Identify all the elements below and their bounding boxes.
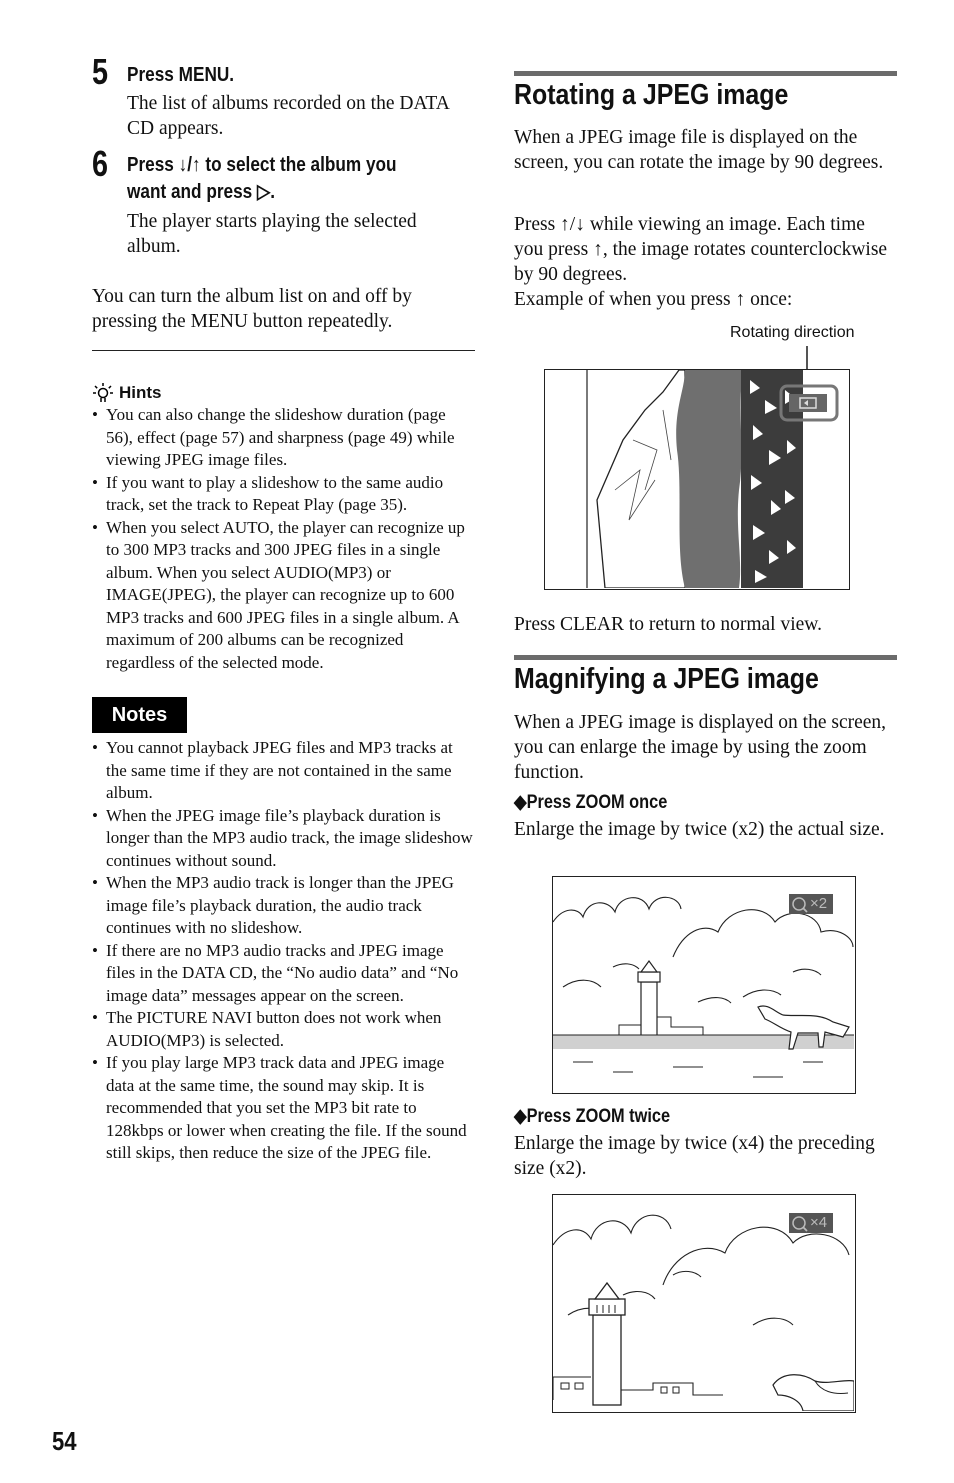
- note-item: • If there are no MP3 audio tracks and JPEG image files in the DATA CD, the “No audio data” and “No image data” messages appear on the screen.: [92, 940, 476, 1008]
- section-rule: [514, 655, 897, 660]
- magnify-para-1: When a JPEG image is displayed on the screen, you can enlarge the image by using the zoom function.: [514, 712, 887, 783]
- rotate-para-1: When a JPEG image file is displayed on the screen, you can rotate the image by 90 degrees.: [514, 127, 884, 173]
- notes-badge: Notes: [92, 697, 187, 733]
- step-6-heading-line2: want and press ▷.: [127, 181, 276, 203]
- zoom-once-heading: ◆Press ZOOM once: [514, 792, 668, 813]
- zoom-once-body: Enlarge the image by twice (x2) the actual size.: [514, 819, 885, 840]
- page-number: 54: [52, 1426, 77, 1456]
- hint-item: • When you select AUTO, the player can recognize up to 300 MP3 tracks and 300 JPEG files in a single album. When you select AUDIO(MP3) or IMAGE(JPEG), the player can recognize up to 600 MP3 tracks and 600 JPEG files in a single album. A maximum of 200 albums can be recognized regardless of the selected mode.: [92, 517, 476, 675]
- note-item: • You cannot playback JPEG files and MP3 tracks at the same time if they are not contained in the same album.: [92, 737, 476, 805]
- note-item: • If you play large MP3 track data and JPEG image data at the same time, the sound may skip. It is recommended that you set the MP3 bit rate to 128kbps or lower when creating the file. If the sound still skips, then reduce the size of the JPEG file.: [92, 1052, 476, 1165]
- notes-list: [92, 737, 476, 1165]
- magnify-title: Magnifying a JPEG image: [514, 663, 819, 695]
- note-item: • The PICTURE NAVI button does not work when AUDIO(MP3) is selected.: [92, 1007, 476, 1052]
- zoom-x4-figure: [552, 1194, 856, 1413]
- hint-item: • You can also change the slideshow duration (page 56), effect (page 57) and sharpness (page 49) while viewing JPEG image files.: [92, 404, 476, 472]
- lighthouse-scene-x4: [553, 1195, 854, 1411]
- hints-list: [92, 404, 476, 674]
- zoom-twice-heading: ◆Press ZOOM twice: [514, 1106, 671, 1127]
- rotated-landscape-illustration: [545, 370, 848, 588]
- note-item: • When the JPEG image file’s playback duration is longer than the MP3 audio track, the image slideshow continues without sound.: [92, 805, 476, 873]
- rotate-title: Rotating a JPEG image: [514, 79, 789, 111]
- step-5-body: The list of albums recorded on the DATA CD appears.: [127, 93, 449, 139]
- zoom-x2-label: ×2: [810, 895, 828, 912]
- lighthouse-scene-x2: [553, 877, 854, 1092]
- step-6-heading-line1: Press ↓/↑ to select the album you: [127, 154, 397, 176]
- step-6-body: The player starts playing the selected album.: [127, 211, 417, 257]
- rotate-para-3: Example of when you press ↑ once:: [514, 289, 793, 310]
- rotate-after-text: Press CLEAR to return to normal view.: [514, 614, 822, 635]
- step-5-heading: Press MENU.: [127, 64, 235, 86]
- section-rule: [514, 71, 897, 76]
- hint-item: • If you want to play a slideshow to the same audio track, set the track to Repeat Play (page 35).: [92, 472, 476, 517]
- zoom-x2-figure: [552, 876, 856, 1094]
- rotate-para-2: Press ↑/↓ while viewing an image. Each time you press ↑, the image rotates counterclockwise by 90 degrees.: [514, 214, 888, 285]
- step-6-number: 6: [92, 143, 109, 184]
- hint-icon: [92, 382, 114, 404]
- rotated-image-figure: [544, 369, 850, 590]
- zoom-x4-label: ×4: [810, 1214, 828, 1231]
- step-5-number: 5: [92, 51, 109, 92]
- section-divider: [92, 350, 475, 351]
- note-item: • When the MP3 audio track is longer than the JPEG image file’s playback duration, the audio track continues with no slideshow.: [92, 872, 476, 940]
- hints-title: Hints: [119, 383, 162, 402]
- zoom-twice-body: Enlarge the image by twice (x4) the preceding size (x2).: [514, 1133, 875, 1179]
- album-list-paragraph: You can turn the album list on and off by pressing the MENU button repeatedly.: [92, 286, 412, 332]
- rotating-direction-callout: Rotating direction: [730, 324, 855, 341]
